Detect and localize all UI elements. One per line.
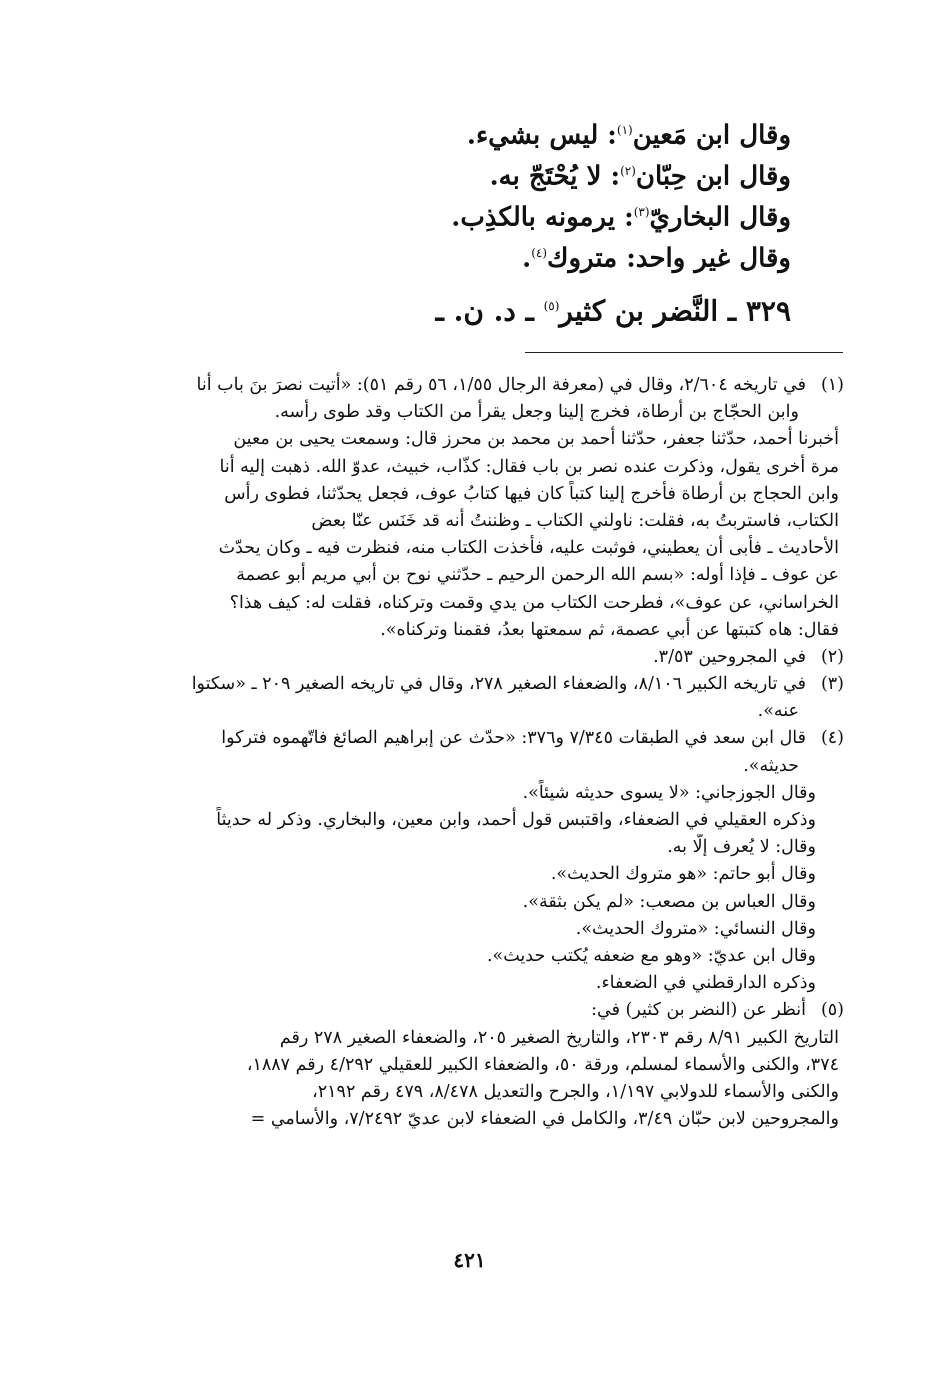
footnote-line	[94, 644, 844, 671]
footnote-line	[94, 889, 844, 916]
footnote-text: عن عوف ـ فإذا أوله: «بسم الله الرحمن الرحيم ـ حدّثني نوح بن أبي مريم أبو عصمة	[236, 565, 839, 586]
footnote-text: حديثه».	[743, 755, 799, 776]
footnote-number: (٤)	[820, 728, 844, 749]
main-line	[231, 192, 791, 233]
footnote-line	[94, 671, 844, 698]
footnote-number: (٣)	[820, 674, 844, 695]
footnote-text: في تاريخه ٢/٦٠٤، وقال في (معرفة الرجال ١/٥٥، ٥٦ رقم ٥١): «أتيت نصرَ بنَ باب أنا	[196, 375, 806, 395]
footnote-line	[94, 590, 844, 617]
footnote-line	[94, 481, 844, 508]
main-line	[231, 110, 791, 151]
entry-title: ٣٢٩ ـ النَّضر بن كثير	[559, 294, 791, 328]
footnote-text: وقال النسائي: «متروك الحديث».	[575, 918, 816, 939]
main-line-text: : لا يُحْتَجّ به.	[489, 161, 621, 192]
footnote-number: (١)	[820, 375, 844, 395]
footnote-line	[94, 617, 844, 644]
main-text	[231, 110, 791, 327]
footnote-line	[94, 861, 844, 888]
main-line-text: وقال غير واحد: متروك	[547, 243, 791, 274]
entry-codes: ـ د. ن. ـ	[435, 294, 544, 328]
footnote-text: وذكره الدارقطني في الضعفاء.	[595, 973, 816, 994]
footnote-line	[94, 399, 844, 426]
footnote-text: وقال ابن عديّ: «وهو مع ضعفه يُكتب حديث».	[486, 945, 816, 966]
footnote-ref: (٥)	[543, 299, 560, 313]
footnote-line	[94, 1052, 844, 1079]
footnote-text: وابن الحجّاج بن أرطاة، فخرج إلينا وجعل يقرأ من الكتاب وقد طوى رأسه.	[274, 402, 799, 423]
footnote-text: التاريخ الكبير ٨/٩١ رقم ٢٣٠٣، والتاريخ الصغير ٢٠٥، والضعفاء الصغير ٢٧٨ رقم	[279, 1027, 839, 1048]
footnote-text: وقال العباس بن مصعب: «لم يكن بثقة».	[522, 891, 816, 912]
footnote-text: وقال أبو حاتم: «هو متروك الحديث».	[550, 864, 816, 885]
footnote-ref: (٢)	[620, 164, 636, 178]
footnote-text: أخبرنا أحمد، حدّثنا جعفر، حدّثنا أحمد بن محمد بن محرز قال: وسمعت يحيى بن معين	[233, 429, 839, 450]
page-number: ٤٢١	[453, 1248, 486, 1272]
footnote-number: (٥)	[820, 1000, 844, 1021]
footnote-line	[94, 426, 844, 453]
footnote-text: الأحاديث ـ فأبى أن يعطيني، فوثبت عليه، فأخذت الكتاب منه، فنظرت فيه ـ وكان يحدّث	[218, 538, 839, 559]
main-line	[231, 151, 791, 192]
main-line-text: : يرمونه بالكذِب.	[451, 202, 634, 233]
footnote-line	[94, 997, 844, 1024]
footnote-line	[94, 508, 844, 535]
footnote-text: مرة أخرى يقول، وذكرت عنده نصر بن باب فقال: كذّاب، خبيث، عدوّ الله. ذهبت إليه أنا	[219, 456, 839, 477]
footnote-line	[94, 834, 844, 861]
main-line-text: وقال ابن مَعين	[632, 120, 791, 151]
footnote-line	[94, 780, 844, 807]
footnote-line	[94, 725, 844, 752]
footnote-text: فقال: هاه كتبتها عن أبي عصمة، ثم سمعتها بعدُ، فقمنا وتركناه».	[380, 619, 839, 640]
footnote-line	[94, 1025, 844, 1052]
footnote-text: في المجروحين ٣/٥٣.	[653, 646, 806, 667]
main-line-text: .	[522, 243, 532, 274]
footnote-text: وابن الحجاج بن أرطاة فأخرج إلينا كتباً كان فيها كتابُ عوف، فجعل يحدّثنا، فطوى رأس	[224, 483, 839, 504]
footnote-ref: (٣)	[633, 205, 650, 219]
footnote-line	[94, 807, 844, 834]
footnote-line	[94, 916, 844, 943]
footnote-line	[94, 535, 844, 562]
footnote-number: (٢)	[820, 646, 844, 667]
footnote-line	[94, 454, 844, 481]
footnote-line	[94, 562, 844, 589]
footnote-text: وقال: لا يُعرف إلّا به.	[667, 837, 816, 858]
entry-heading	[231, 286, 791, 327]
footnotes	[94, 372, 844, 1133]
footnote-text: في تاريخه الكبير ٨/١٠٦، والضعفاء الصغير ٢٧٨، وقال في تاريخه الصغير ٢٠٩ ـ «سكتوا	[191, 674, 806, 695]
footnote-line	[94, 698, 844, 725]
main-line	[231, 233, 791, 274]
main-line-text: وقال ابن حِبّان	[635, 161, 791, 192]
footnote-text: وذكره العقيلي في الضعفاء، واقتبس قول أحمد، وابن معين، والبخاري. وذكر له حديثاً	[216, 810, 816, 830]
footnote-line	[94, 753, 844, 780]
footnote-text: ٣٧٤، والكنى والأسماء لمسلم، ورقة ٥٠، والضعفاء الكبير للعقيلي ٤/٢٩٢ رقم ١٨٨٧،	[246, 1054, 839, 1075]
footnote-line	[94, 1106, 844, 1133]
footnote-line	[94, 970, 844, 997]
footnote-text: عنه».	[757, 701, 799, 722]
footnote-text: والكنى والأسماء للدولابي ١/١٩٧، والجرح والتعديل ٨/٤٧٨، ٤٧٩ رقم ٢١٩٢،	[312, 1081, 839, 1102]
footnote-text: الخراساني، عن عوف»، فطرحت الكتاب من يدي وقمت وتركناه، فقلت له: كيف هذا؟	[229, 592, 839, 613]
footnote-line	[94, 1079, 844, 1106]
footnote-separator	[525, 352, 843, 353]
main-line-text: وقال البخاريّ	[649, 202, 791, 233]
footnote-line	[94, 943, 844, 970]
footnote-text: قال ابن سعد في الطبقات ٧/٣٤٥ و٣٧٦: «حدّث عن إبراهيم الصائغ فاتّهموه فتركوا	[221, 728, 806, 749]
footnote-text: وقال الجوزجاني: «لا يسوى حديثه شيئاً».	[522, 782, 816, 803]
footnote-ref: (٤)	[531, 246, 548, 260]
footnote-text: والمجروحين لابن حبّان ٣/٤٩، والكامل في الضعفاء لابن عديّ ٧/٢٤٩٢، والأسامي =	[250, 1109, 839, 1130]
footnote-ref: (١)	[616, 123, 633, 137]
footnote-text: الكتاب، فاستربتُ به، فقلت: ناولني الكتاب ـ وظننتُ أنه قد خَنَس عنّا بعض	[311, 510, 839, 531]
footnote-line	[94, 372, 844, 399]
footnote-text: أنظر عن (النضر بن كثير) في:	[591, 1000, 806, 1021]
main-line-text: : ليس بشيء.	[466, 120, 617, 151]
